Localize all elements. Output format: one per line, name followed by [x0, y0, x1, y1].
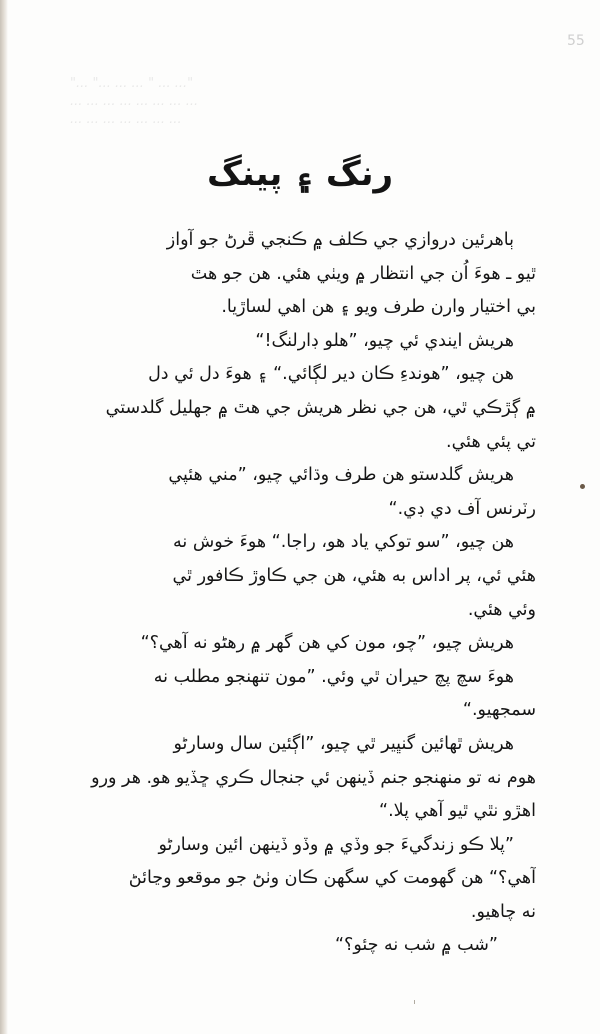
- bleed-through-line: ... ... ... ... ... ... ...: [70, 112, 182, 127]
- text-line: ٻاهرئين دروازي جي ڪلف ۾ ڪنجي ڦرڻ جو آواز: [166, 230, 514, 250]
- text-line: رٽرنس آف دي ڊي.“: [388, 498, 536, 519]
- text-line: ”شب ۾ شب نه چئو؟“: [334, 935, 498, 956]
- text-line: تي پئي هئي.: [446, 431, 536, 452]
- text-line: سمجهيو.“: [462, 700, 536, 721]
- text-line: ”پلا ڪو زندگيءَ جو وڏي ۾ وڏو ڏينهن ائين وسارڻو: [158, 834, 514, 855]
- bleed-through-line: ... ... ... ... ... ... ... ...: [70, 94, 199, 109]
- text-line: هريش ٿهائين گنڀير ٿي چيو، ”اڳئين سال وسارڻو: [173, 733, 514, 754]
- text-line: ٿيو ـ هوءَ اُن جي انتظار ۾ ويٺي هئي. هن جو هٿ: [190, 263, 536, 284]
- bleed-through-line: "... "... ... ... " ... ...": [70, 76, 194, 91]
- text-line: آهي؟“ هن گهومت کي سگهن ڪان وٺڻ جو موقعو وڃائڻ: [128, 868, 536, 889]
- text-line: اهڙو نٿي ٿيو آهي پلا.“: [379, 801, 536, 822]
- text-line: هئي ئي، پر اداس به هئي، هن جي ڪاوڙ ڪافور ٿي: [172, 565, 536, 586]
- ghost-page-number: 55: [567, 33, 585, 49]
- body-text: [60, 224, 536, 963]
- text-line: هوءَ سچ پچ حيران ٿي وئي. ”مون تنهنجو مطلب نه: [153, 666, 514, 687]
- text-line: ۾ ڳڙڪي ٿي، هن جي نظر هريش جي هٿ ۾ جهليل گلدستي: [105, 397, 536, 418]
- text-line: هريش گلدستو هن طرف وڌائي چيو، ”مني هئپي: [168, 465, 514, 486]
- chapter-title: رنگ ۽ پينگ: [206, 153, 394, 194]
- text-line: نه چاهيو.: [470, 901, 536, 922]
- paper-mark: [414, 1000, 415, 1004]
- text-line: هن چيو، ”هوندءِ ڪان دير لڳائي.“ ۽ هوءَ دل ئي دل: [148, 364, 514, 385]
- text-line: هوم نه تو منهنجو جنم ڏينهن ئي جنجال ڪري ڇڏيو هو. هر ورو: [91, 767, 536, 788]
- text-line: هن چيو، ”سو توکي ياد هو، راجا.“ هوءَ خوش نه: [173, 532, 514, 553]
- text-line: هريش چيو، ”چو، مون کي هن گهر ۾ رهڻو نه آهي؟“: [140, 633, 514, 654]
- text-line: وئي هئي.: [467, 599, 536, 620]
- paper-speck: [580, 484, 585, 489]
- text-line: بي اختيار وارن طرف ويو ۽ هن اهي لساڙيا.: [221, 297, 536, 318]
- text-line: هريش ايندي ئي چيو، ”هلو ڊارلنگ!“: [255, 330, 514, 351]
